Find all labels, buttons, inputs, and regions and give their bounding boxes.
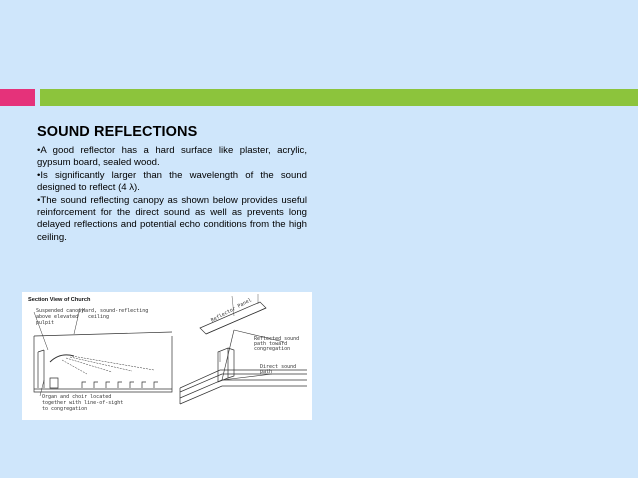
label-organ-line2: together with line-of-sight (42, 400, 124, 406)
bullet-paragraph: •Is significantly larger than the wavelength of the sound designed to reflect (4 λ). (37, 169, 307, 194)
label-reflected-line1: Reflected sound (254, 336, 300, 342)
label-direct-line2: path (260, 369, 273, 375)
figure-drawing (22, 292, 312, 420)
label-canopy-line1: Suspended canopy (36, 308, 85, 314)
label-canopy-line3: pulpit (36, 320, 55, 326)
label-canopy-line2: above elevated (36, 314, 79, 320)
label-organ-line1: Organ and choir located (42, 394, 112, 400)
slide-content (37, 124, 307, 244)
bullet-paragraph: •The sound reflecting canopy as shown below provides useful reinforcement for the direct sound as well as prevents long delayed reflections and potential echo conditions from the high ceiling. (37, 194, 307, 243)
label-ceiling-line1: Hard, sound-reflecting (82, 308, 149, 314)
accent-bar-pink (0, 89, 35, 106)
label-ceiling-line2: ceiling (88, 314, 110, 320)
slide-title: SOUND REFLECTIONS (37, 124, 198, 140)
figure-heading: Section View of Church (28, 297, 91, 303)
label-reflected-line2: path toward (254, 341, 288, 347)
label-direct-line1: Direct sound (260, 364, 297, 370)
label-organ-line3: to congregation (42, 406, 88, 412)
label-reflected-line3: congregation (254, 346, 291, 352)
church-section-drawing (34, 308, 172, 396)
bullet-paragraph: •A good reflector has a hard surface like plaster, acrylic, gypsum board, sealed wood. (37, 145, 307, 169)
accent-bar-green (40, 89, 638, 106)
label-reflector-panel: Reflector Panel (210, 297, 253, 324)
church-section-figure (22, 292, 312, 420)
